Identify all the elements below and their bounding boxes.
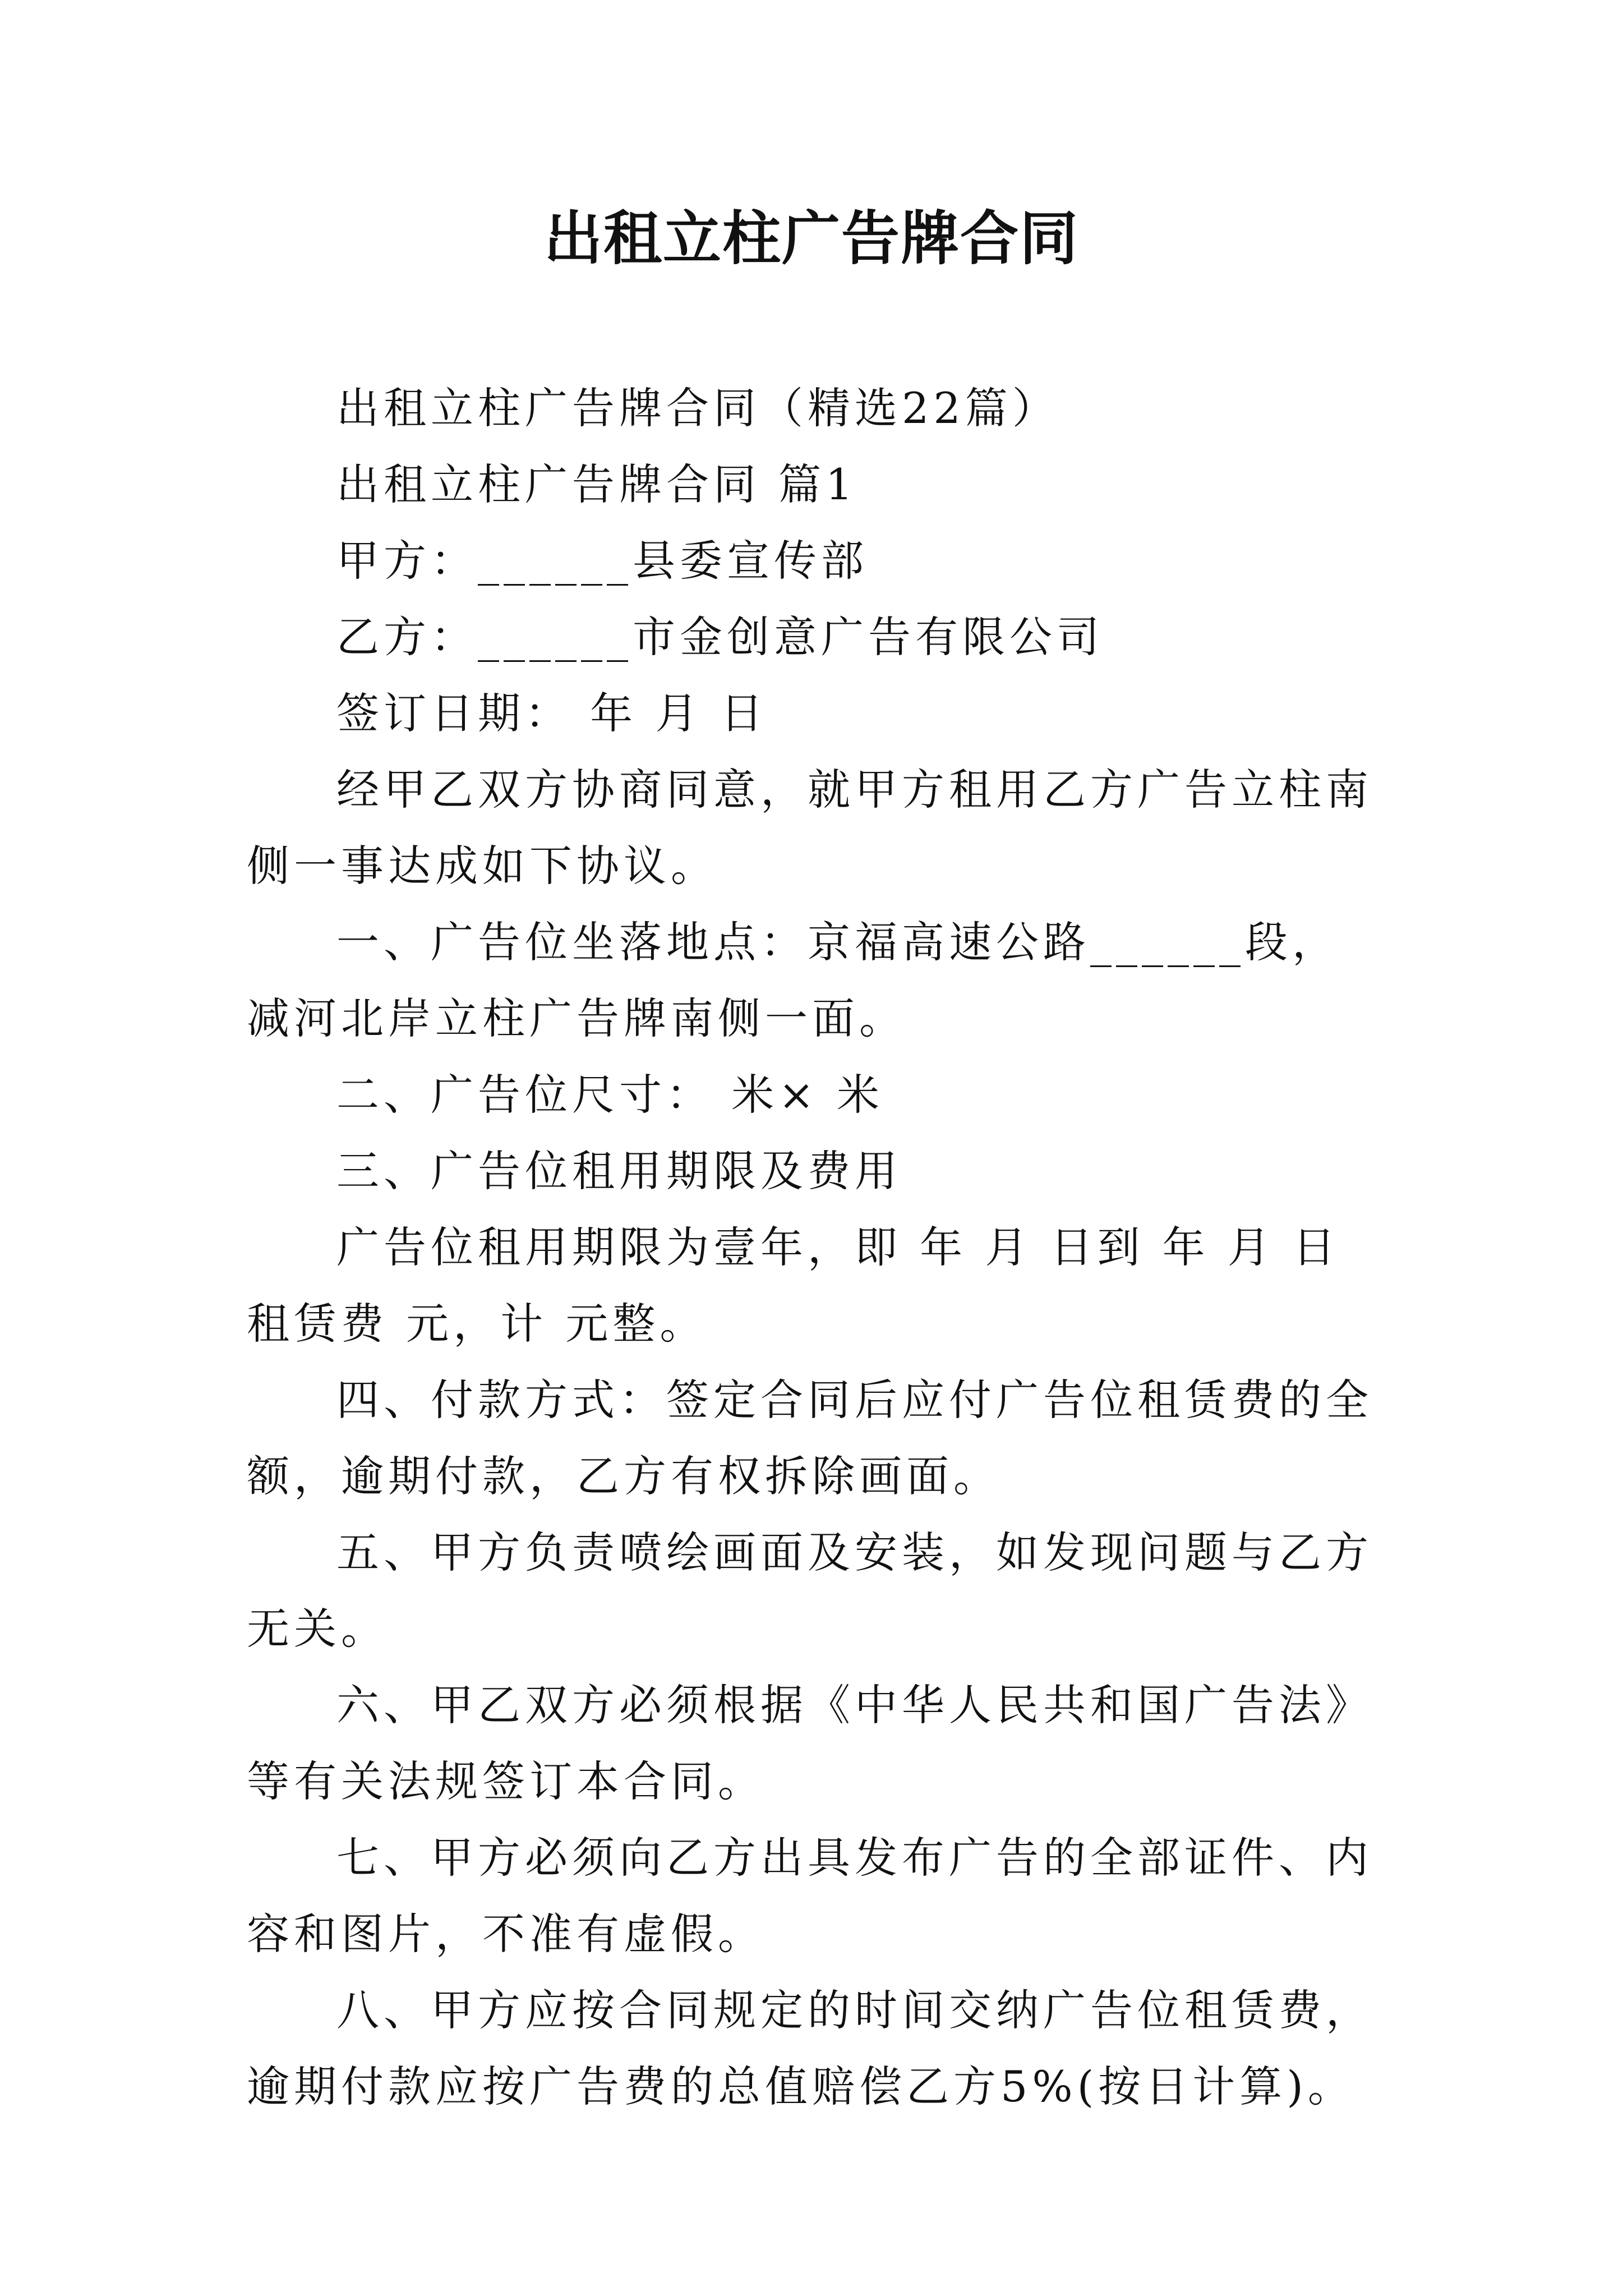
paragraph-clause-3-detail: 广告位租用期限为壹年，即 年 月 日到 年 月 日租赁费 元，计 元整。 — [247, 1222, 1340, 1349]
paragraph-party-a: 甲方：______县委宣传部 — [336, 536, 868, 586]
paragraph-section-heading: 出租立柱广告牌合同 篇1 — [336, 459, 857, 509]
paragraph-clause-6: 六、甲乙双方必须根据《中华人民共和国广告法》等有关法规签订本合同。 — [247, 1680, 1373, 1806]
paragraph-clause-4: 四、付款方式：签定合同后应付广告位租赁费的全额，逾期付款，乙方有权拆除画面。 — [247, 1375, 1373, 1501]
paragraph-clause-8: 八、甲方应按合同规定的时间交纳广告位租赁费，逾期付款应按广告费的总值赔偿乙方5%(按日计算)。 — [247, 1985, 1373, 2111]
paragraph-preamble: 经甲乙双方协商同意，就甲方租用乙方广告立柱南侧一事达成如下协议。 — [247, 765, 1373, 891]
paragraph-subtitle: 出租立柱广告牌合同（精选22篇） — [336, 383, 1059, 433]
paragraph-clause-3: 三、广告位租用期限及费用 — [336, 1146, 902, 1196]
document-body — [247, 370, 1380, 2125]
paragraph-party-b: 乙方：______市金创意广告有限公司 — [336, 612, 1104, 662]
paragraph-clause-2: 二、广告位尺寸： 米× 米 — [336, 1070, 884, 1120]
document-title: 出租立柱广告牌合同 — [543, 204, 1079, 273]
paragraph-clause-5: 五、甲方负责喷绘画面及安装，如发现问题与乙方无关。 — [247, 1527, 1373, 1654]
paragraph-sign-date: 签订日期： 年 月 日 — [336, 688, 768, 738]
paragraph-clause-1: 一、广告位坐落地点：京福高速公路______段，减河北岸立柱广告牌南侧一面。 — [247, 917, 1339, 1043]
paragraph-clause-7: 七、甲方必须向乙方出具发布广告的全部证件、内容和图片，不准有虚假。 — [247, 1833, 1373, 1959]
